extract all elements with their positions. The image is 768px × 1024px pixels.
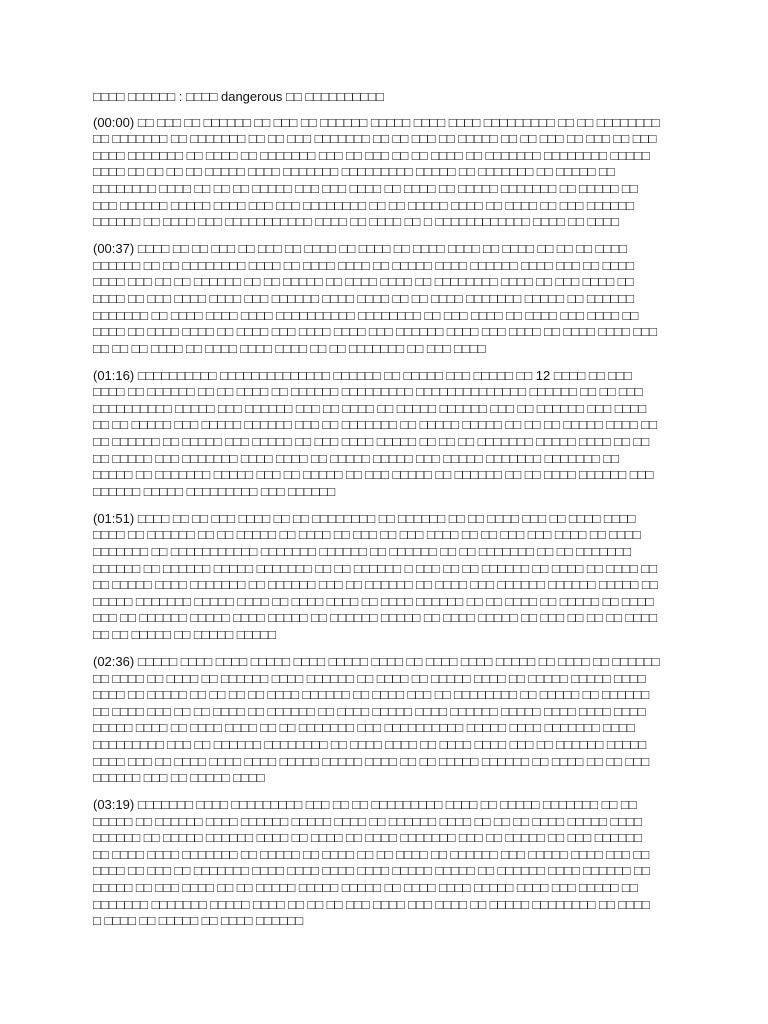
transcript-paragraph bbox=[93, 654, 661, 787]
transcript-paragraph bbox=[93, 797, 661, 930]
document-page bbox=[93, 89, 661, 940]
paragraph-timestamp: (01:51) bbox=[93, 510, 135, 526]
paragraph-text: □□□□□□□ □□□□ □□□□□□□□□ □□□ □□ □□ □□□□□□□□□ □□□□ □□ □□□□□ □□□□□□□ □□ □□ □□□□□ □□ □□□□□□ □□□□ □□□□□□ □□□□□ □□□□ □□ □□□□□□ □□□□ □□ □□ □□ □□□□ □□□□□ □□□□ □□□□□□ □□ □□□□□ □□□□□□ □□□□ □□ □□□□ □□ □□□□ □□□□□□□ □□□ □□ □□□□□ □□ □□□ □□□□□□ □□ □□□□ □□□□ □□□□□□□ □□ □□□□□ □□ □□□□ □□ □□ □□□□ □□ □□□□□□ □□□ □□□□□ □□□□ □□□ □□ □□□□ □□ □□□ □□ □□□□□□□ □□□□ □□□□ □□□□ □□□□ □□□□□ □□□□□ □□ □□□□□□ □□□□ □□□□□□ □□ □□□□□ □□ □□□ □□□□ □□ □□ □□□□□ □□□□□ □□□□□ □□ □□□□ □□□□ □□□□□ □□□□ □□□ □□□□□ □□ □□□□□□□ □□□□□□□ □□□□□ □□□□ □□ □□ □□ □□□ □□□□ □□□ □□□□ □□ □□□□□ □□□□□□□□ □□ □□□□ □ □□□□ □□ □□□□□ □□ □□□□ □□□□□□ bbox=[93, 797, 650, 929]
paragraph-text: □□□□□ □□□□ □□□□ □□□□□ □□□□ □□□□□ □□□□ □□ □□□□ □□□□ □□□□□ □□ □□□□ □□ □□□□□□ □□ □□□□ □□ □□□□ □□ □□□□□□ □□□□ □□□□□□ □□ □□□□ □□ □□□□□ □□□□ □□ □□□□□ □□□□□ □□□□ □□□□ □□ □□□□□ □□ □□ □□ □□ □□□□ □□□□□□ □□ □□□□ □□□ □□ □□□□□□□□ □□ □□□□□ □□ □□□□□□ □□ □□□□ □□□ □□ □□ □□□□ □□ □□□□□□ □□ □□□□ □□□□□ □□□□ □□□□□□ □□□□□ □□□□ □□□□ □□□□ □□□□□ □□□□ □□ □□□□ □□□□ □□ □□ □□□□□□□ □□□ □□□□□□□□□□ □□□□□ □□□□ □□□□□□□ □□□□ □□□□□□□□□ □□□ □□ □□□□□□ □□□□□□□□ □□ □□□□ □□□□ □□ □□□□ □□□□ □□□ □□ □□□□□□ □□□□□ □□□□ □□□ □□ □□□□ □□□□ □□□□ □□□□□ □□□□□ □□□□ □□ □□ □□□□□ □□□□□□ □□ □□□□ □□ □□ □□□ □□□□□□ □□□ □□ □□□□□ □□□□ bbox=[93, 653, 660, 786]
transcript-paragraph bbox=[93, 241, 661, 357]
paragraph-timestamp: (00:00) bbox=[93, 114, 135, 130]
transcript-paragraph bbox=[93, 368, 661, 501]
transcript-paragraph bbox=[93, 511, 661, 644]
document-title: □□□□ □□□□□□ : □□□□ dangerous □□ □□□□□□□□□□ bbox=[93, 89, 384, 104]
paragraph-timestamp: (01:16) bbox=[93, 367, 135, 383]
paragraph-timestamp: (03:19) bbox=[93, 797, 135, 813]
paragraph-timestamp: (00:37) bbox=[93, 241, 135, 257]
transcript-paragraph bbox=[93, 115, 661, 231]
paragraph-timestamp: (02:36) bbox=[93, 653, 135, 669]
paragraph-text: □□□□□□□□□□ □□□□□□□□□□□□□□ □□□□□□ □□ □□□□□ □□□ □□□□□ □□ 12 □□□□ □□ □□□ □□□□ □□ □□□□□□ □□ □□ □□□□ □□ □□□□□□ □□□□□□□□□ □□□□□□□□□□□□□□ □□□□□□ □□ □□ □□□ □□□□□□□□□□ □□□□□ □□□ □□□□□□ □□□ □□ □□□□ □□ □□□□□ □□□□□□ □□□ □□ □□□□□□ □□□ □□□□ □□ □□ □□□□□ □□□ □□□□□ □□□□□□ □□□ □□ □□□□□□□ □□ □□□□□ □□□□□ □□ □□ □□ □□□□□ □□□□ □□ □□ □□□□□□ □□ □□□□□ □□□ □□□□□ □□ □□□ □□□□ □□□□□ □□ □□ □□ □□□□□□□ □□□□□ □□□□ □□ □□ □□ □□□□□ □□□ □□□□□□□ □□□□ □□□□ □□ □□□□□ □□□□□ □□□ □□□□□ □□□□□□□ □□□□□□□ □□ □□□□□ □□ □□□□□□□ □□□□□ □□□ □□ □□□□□ □□ □□□ □□□□□ □□ □□□□□□ □□ □□ □□□□ □□□□□□ □□□ □□□□□□ □□□□□ □□□□□□□□□ □□□ □□□□□□ bbox=[93, 367, 657, 499]
paragraph-text: □□□□ □□ □□ □□□ □□ □□□ □□ □□□□ □□ □□□□ □□ □□□□ □□□□ □□ □□□□ □□ □□ □□ □□□□ □□□□□□ □□ □□ □□□□□□□□ □□□□ □□ □□□□ □□□□ □□ □□□□□ □□□□ □□□□□□ □□□□ □□□ □□ □□□□ □□□□ □□□ □□ □□ □□□□□□ □□ □□ □□□□□ □□ □□□□ □□□□ □□ □□□□□□□□ □□□□ □□ □□□ □□□□ □□ □□□□ □□ □□□ □□□□ □□□□ □□□ □□□□□□ □□□□ □□□□ □□ □□ □□□□ □□□□□□□ □□□□□ □□ □□□□□□ □□□□□□□ □□ □□□□ □□□□ □□□□ □□□□□□□□□□ □□□□□□□□ □□ □□□ □□□□ □□ □□□□ □□□ □□□□ □□ □□□□ □□ □□□□ □□□□ □□ □□□□ □□□ □□□□ □□□□ □□□ □□□□□□ □□□□ □□□ □□□□ □□ □□□□ □□□□ □□□ □□ □□ □□ □□□□ □□ □□□□ □□□□ □□□□ □□ □□ □□□□□□□ □□ □□□ □□□□ bbox=[93, 241, 657, 356]
paragraph-text: □□□□ □□ □□ □□□ □□□□ □□ □□ □□□□□□□□ □□ □□□□□□ □□ □□ □□□□ □□□ □□ □□□□ □□□□ □□□□ □□ □□□□□□ □□ □□ □□□□□ □□ □□□□ □□ □□□ □□ □□□ □□□□ □□ □□ □□□ □□□ □□□□ □□ □□□□ □□□□□□□ □□ □□□□□□□□□□□ □□□□□□□ □□□□□□ □□ □□□□□□ □□ □□ □□□□□□□ □□ □□ □□□□□□□ □□□□□□ □□ □□□□□□ □□□□□ □□□□□□□ □□ □□ □□□□□□ □ □□□ □□ □□ □□□□□□ □□ □□□□ □□ □□□□ □□ □□ □□□□□ □□□□ □□□□□□□ □□ □□□□□□ □□□ □□ □□□□□□ □□ □□□□ □□□ □□□□□□ □□□□□□ □□□□□ □□ □□□□□ □□□□□□□ □□□□□ □□□□ □□ □□□□ □□□□ □□ □□□□ □□□□□□ □□ □□ □□□□ □□ □□□□□ □□ □□□□ □□□ □□ □□□□□□ □□□□□ □□□□ □□□□□ □□ □□□□□□ □□□□□ □□ □□□□ □□□□□ □□ □□□ □□ □□ □□ □□□□ □□ □□ □□□□□ □□ □□□□□ □□□□□ bbox=[93, 510, 658, 642]
paragraph-text: □□ □□□ □□ □□□□□□ □□ □□□ □□ □□□□□□ □□□□□ □□□□ □□□□ □□□□□□□□□ □□ □□ □□□□□□□□ □□ □□□□□□□ □□ □□□□□□□ □□ □□ □□□ □□□□□□□ □□ □□ □□□ □□ □□□□□ □□ □□ □□□ □□ □□□ □□ □□□ □□□□ □□□□□□□ □□ □□□□ □□ □□□□□□□ □□□ □□ □□□ □□ □□ □□□□ □□ □□□□□□□ □□□□□□□□ □□□□□ □□□□ □□ □□ □□ □□ □□□□□ □□□□ □□□□□□□ □□□□□□□□□ □□□□□ □□ □□□□□□□ □□ □□□□□ □□ □□□□□□□□ □□□□ □□ □□ □□ □□□□□ □□□ □□□ □□□□ □□ □□□□ □□ □□□□□ □□□□□□□ □□ □□□□□ □□ □□□ □□□□□□ □□□□□ □□□□ □□□ □□□ □□□□□□□□ □□ □□ □□□□□ □□□□ □□ □□□□ □□ □□□ □□□□□□ □□□□□□ □□ □□□□ □□□ □□□□□□□□□□□ □□□□ □□ □□□□ □□ □ □□□□□□□□□□□□ □□□□ □□ □□□□ bbox=[93, 114, 660, 230]
